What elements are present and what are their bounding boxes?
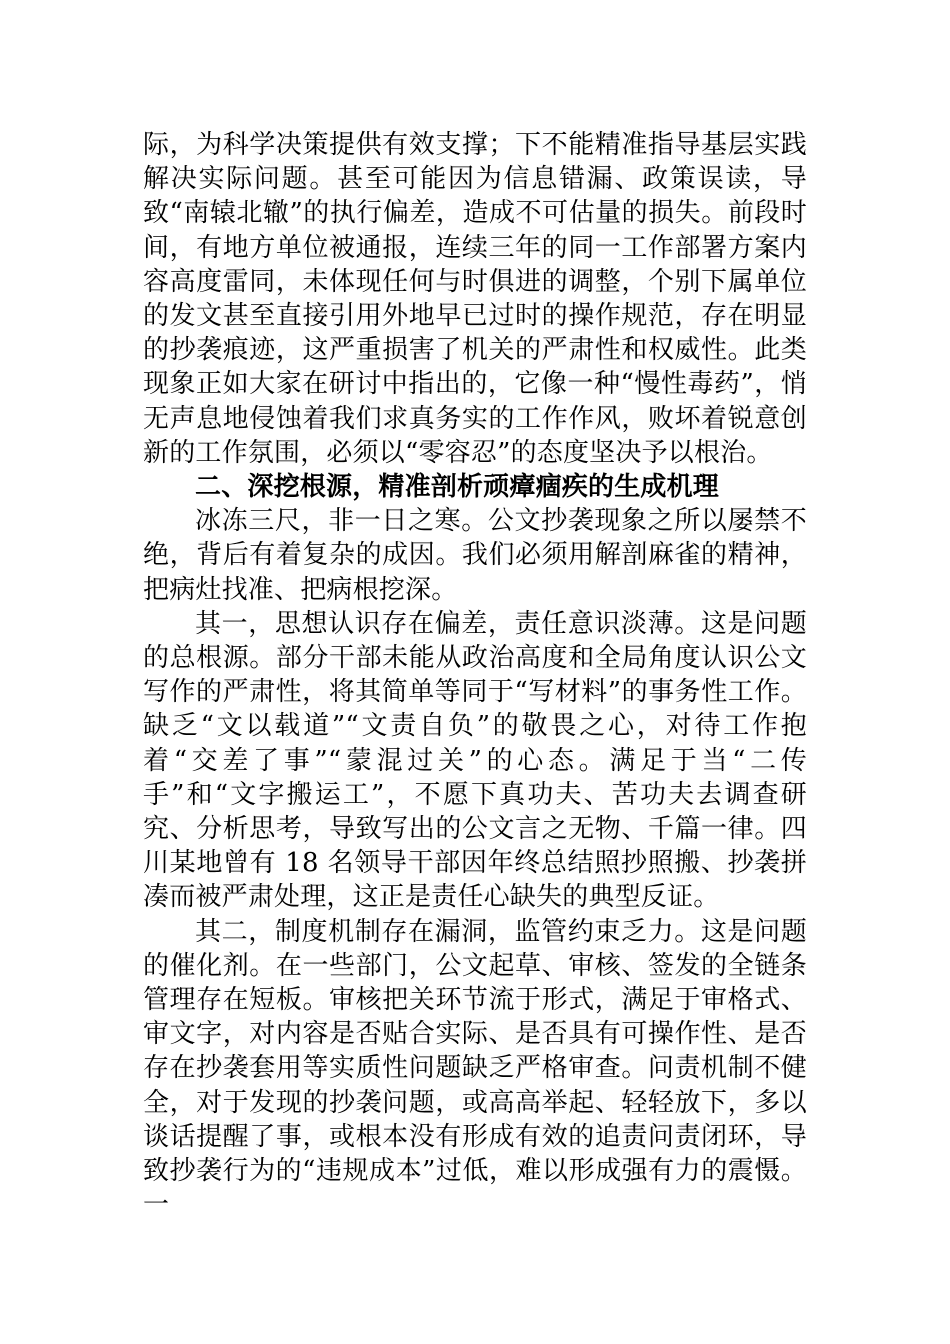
section-heading-2: 二、深挖根源，精准剖析顽瘴痼疾的生成机理 [195,472,720,503]
paragraph-point-2: 其二，制度机制存在漏洞，监管约束乏力。这是问题的催化剂。在一些部门，公文起草、审核、签发的全链条管理存在短板。审核把关环节流于形式，满足于审格式、审文字，对内容是否贴合实际、是否具有可操作性、是否存在抄袭套用等实质性问题缺乏严格审查。问责机制不健全，对于发现的抄袭问题，或高高举起、轻轻放下，多以谈话提醒了事，或根本没有形成有效的追责问责闭环，导致抄袭行为的“违规成本”过低，难以形成强有力的震慑。一 [143,916,807,1221]
document-page [143,128,807,1223]
paragraph-point-1: 其一，思想认识存在偏差，责任意识淡薄。这是问题的总根源。部分干部未能从政治高度和全局角度认识公文写作的严肃性，将其简单等同于“写材料”的事务性工作。缺乏“文以载道”“文责自负”的敬畏之心，对待工作抱着“交差了事”“蒙混过关”的心态。满足于当“二传手”和“文字搬运工”，不愿下真功夫、苦功夫去调查研究、分析思考，导致写出的公文言之无物、千篇一律。四川某地曾有 18 名领导干部因年终总结照抄照搬、抄袭拼凑而被严肃处理，这正是责任心缺失的典型反证。 [143,608,807,913]
paragraph-intro: 冰冻三尺，非一日之寒。公文抄袭现象之所以屡禁不绝，背后有着复杂的成因。我们必须用解剖麻雀的精神，把病灶找准、把病根挖深。 [143,506,807,605]
paragraph-continuation: 际，为科学决策提供有效支撑；下不能精准指导基层实践解决实际问题。甚至可能因为信息错漏、政策误读，导致“南辕北辙”的执行偏差，造成不可估量的损失。前段时间，有地方单位被通报，连续三年的同一工作部署方案内容高度雷同，未体现任何与时俱进的调整，个别下属单位的发文甚至直接引用外地早已过时的操作规范，存在明显的抄袭痕迹，这严重损害了机关的严肃性和权威性。此类现象正如大家在研讨中指出的，它像一种“慢性毒药”，悄无声息地侵蚀着我们求真务实的工作作风，败坏着锐意创新的工作氛围，必须以“零容忍”的态度坚决予以根治。 [143,130,807,468]
